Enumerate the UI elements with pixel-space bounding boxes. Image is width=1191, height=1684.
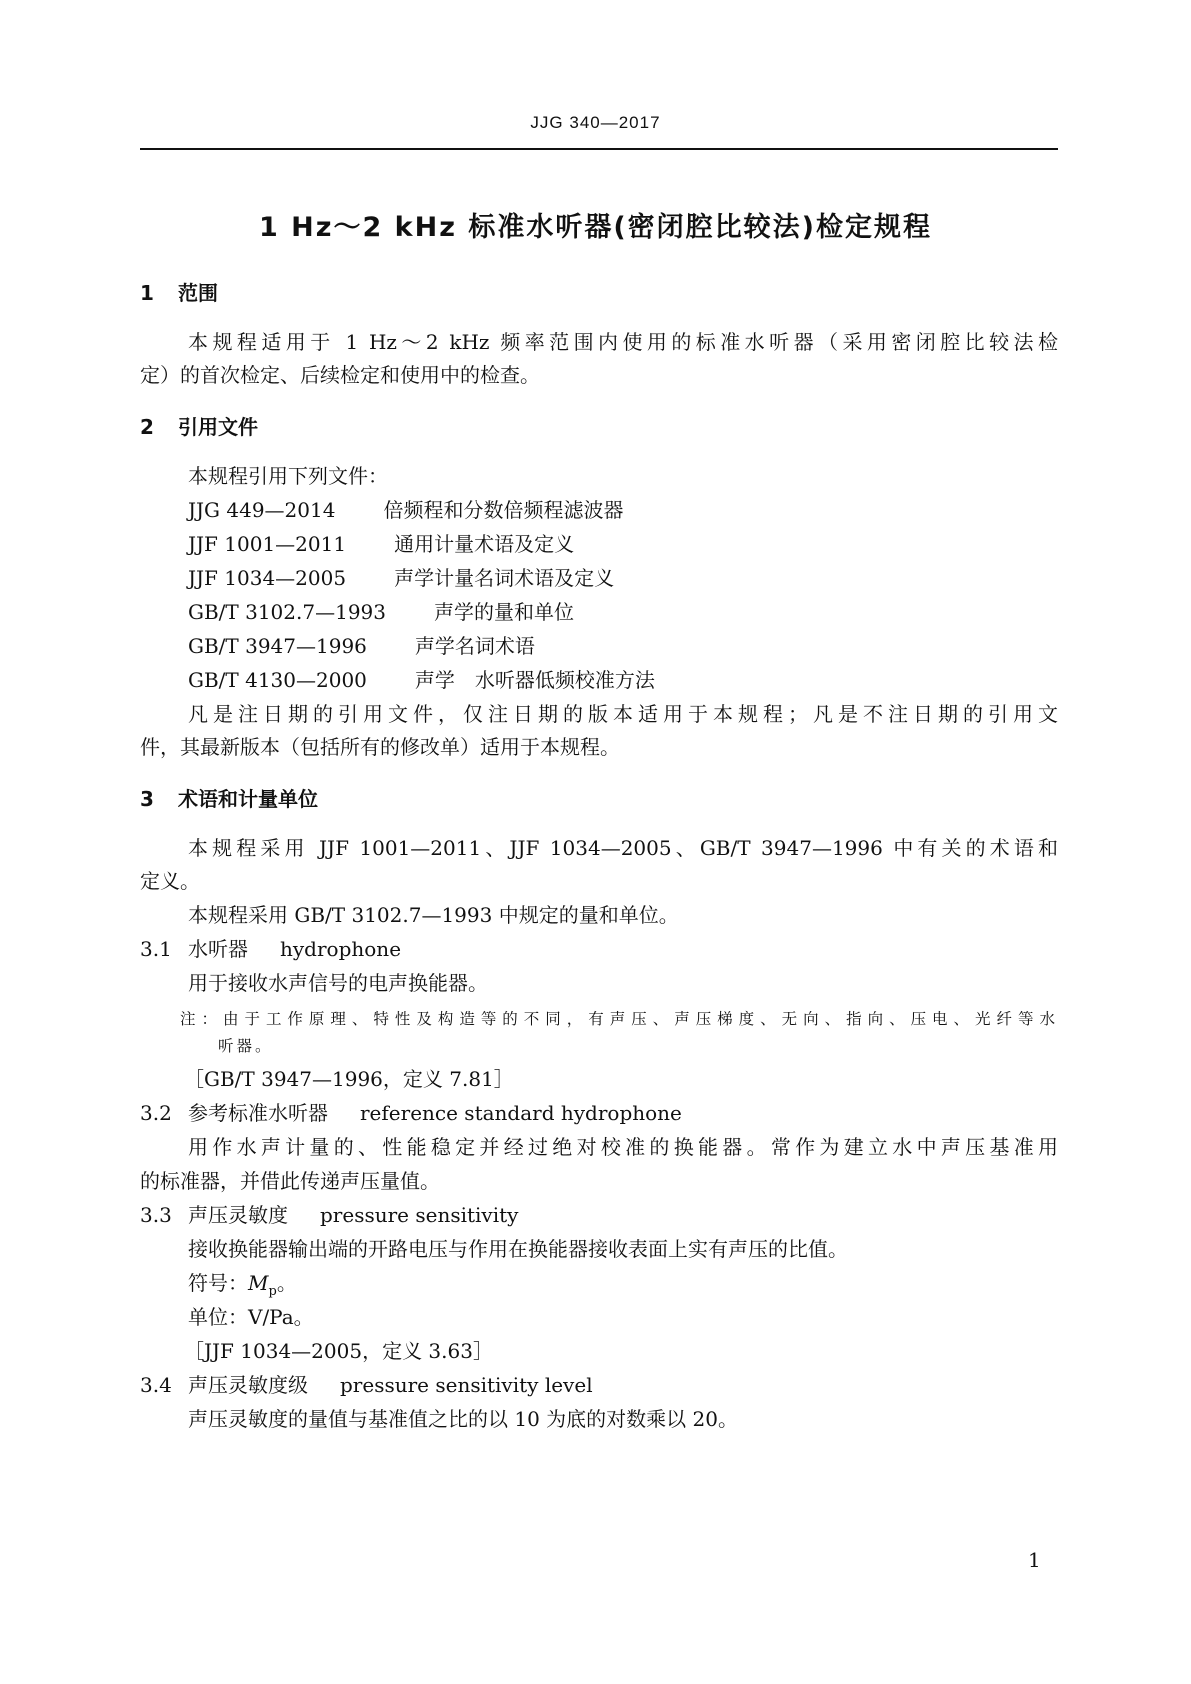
- term-definition: 声压灵敏度的量值与基准值之比的以 10 为底的对数乘以 20。: [188, 1407, 738, 1431]
- term-entry-3-4: [140, 1372, 593, 1398]
- paragraph-line: 凡是注日期的引用文件，仅注日期的版本适用于本规程；凡是不注日期的引用文: [188, 702, 1058, 726]
- paragraph-line: 件，其最新版本（包括所有的修改单）适用于本规程。: [140, 735, 620, 759]
- term-number: 3.1: [140, 937, 172, 961]
- term-entry-3-1: [140, 936, 401, 962]
- term-entry-3-3: [140, 1202, 518, 1228]
- term-zh: 参考标准水听器: [188, 1101, 328, 1125]
- header-rule: [140, 148, 1058, 150]
- term-note: 听器。: [218, 1037, 274, 1055]
- reference-code: JJF 1001—2011: [188, 532, 347, 556]
- paragraph-line: 本规程采用 GB/T 3102.7—1993 中规定的量和单位。: [188, 903, 679, 927]
- section-title: 引用文件: [178, 415, 258, 439]
- section-title: 术语和计量单位: [178, 787, 318, 811]
- symbol-main: M: [248, 1271, 269, 1295]
- running-header: JJG 340—2017: [530, 113, 661, 132]
- section-number: 3: [140, 787, 154, 811]
- symbol-label: 符号：: [188, 1271, 248, 1295]
- term-definition: 接收换能器输出端的开路电压与作用在换能器接收表面上实有声压的比值。: [188, 1237, 848, 1261]
- reference-title: 声学 水听器低频校准方法: [414, 668, 655, 692]
- symbol-subscript: p: [268, 1284, 277, 1299]
- term-note: 注：由于工作原理、特性及构造等的不同，有声压、声压梯度、无向、指向、压电、光纤等水: [180, 1010, 1058, 1028]
- reference-title: 声学计量名词术语及定义: [394, 566, 615, 590]
- term-en: reference standard hydrophone: [360, 1101, 682, 1125]
- term-definition: 的标准器，并借此传递声压量值。: [140, 1169, 440, 1193]
- reference-code: GB/T 3102.7—1993: [188, 600, 386, 624]
- section-title: 范围: [178, 281, 218, 305]
- paragraph-line: 本规程引用下列文件：: [188, 464, 388, 488]
- term-zh: 声压灵敏度: [188, 1203, 288, 1227]
- reference-item: [188, 633, 535, 659]
- page-number: 1: [1028, 1548, 1041, 1572]
- term-zh: 声压灵敏度级: [188, 1373, 308, 1397]
- section-3-heading: [140, 786, 318, 812]
- paragraph-line: 定义。: [140, 869, 200, 893]
- term-en: pressure sensitivity level: [340, 1373, 593, 1397]
- term-entry-3-2: [140, 1100, 682, 1126]
- section-1-heading: [140, 280, 218, 306]
- reference-code: GB/T 4130—2000: [188, 668, 367, 692]
- reference-item: [188, 599, 574, 625]
- term-number: 3.3: [140, 1203, 172, 1227]
- reference-title: 声学的量和单位: [434, 600, 574, 624]
- paragraph-line: 本规程采用 JJF 1001—2011、JJF 1034—2005、GB/T 3947—1996 中有关的术语和: [188, 836, 1058, 860]
- reference-title: 声学名词术语: [414, 634, 535, 658]
- term-unit: 单位：V/Pa。: [188, 1305, 314, 1329]
- paragraph-line: 定）的首次检定、后续检定和使用中的检查。: [140, 363, 540, 387]
- term-definition: 用作水声计量的、性能稳定并经过绝对校准的换能器。常作为建立水中声压基准用: [188, 1135, 1058, 1159]
- reference-code: JJF 1034—2005: [188, 566, 347, 590]
- section-number: 1: [140, 281, 154, 305]
- term-number: 3.2: [140, 1101, 172, 1125]
- term-en: hydrophone: [280, 937, 402, 961]
- term-number: 3.4: [140, 1373, 172, 1397]
- section-number: 2: [140, 415, 154, 439]
- reference-item: [188, 667, 655, 693]
- reference-code: JJG 449—2014: [188, 498, 336, 522]
- reference-title: 通用计量术语及定义: [394, 532, 575, 556]
- symbol-end: 。: [276, 1271, 297, 1295]
- section-2-heading: [140, 414, 258, 440]
- term-source: ［GB/T 3947—1996，定义 7.81］: [184, 1067, 514, 1091]
- reference-item: [188, 565, 614, 591]
- term-source: ［JJF 1034—2005，定义 3.63］: [184, 1339, 493, 1363]
- reference-code: GB/T 3947—1996: [188, 634, 367, 658]
- term-en: pressure sensitivity: [320, 1203, 519, 1227]
- term-symbol: [188, 1270, 297, 1305]
- reference-title: 倍频程和分数倍频程滤波器: [383, 498, 624, 522]
- term-definition: 用于接收水声信号的电声换能器。: [188, 971, 488, 995]
- reference-item: [188, 497, 623, 523]
- paragraph-line: 本规程适用于 1 Hz～2 kHz 频率范围内使用的标准水听器（采用密闭腔比较法检: [188, 330, 1058, 354]
- term-zh: 水听器: [188, 937, 248, 961]
- reference-item: [188, 531, 574, 557]
- document-title: 1 Hz～2 kHz 标准水听器(密闭腔比较法)检定规程: [258, 212, 933, 243]
